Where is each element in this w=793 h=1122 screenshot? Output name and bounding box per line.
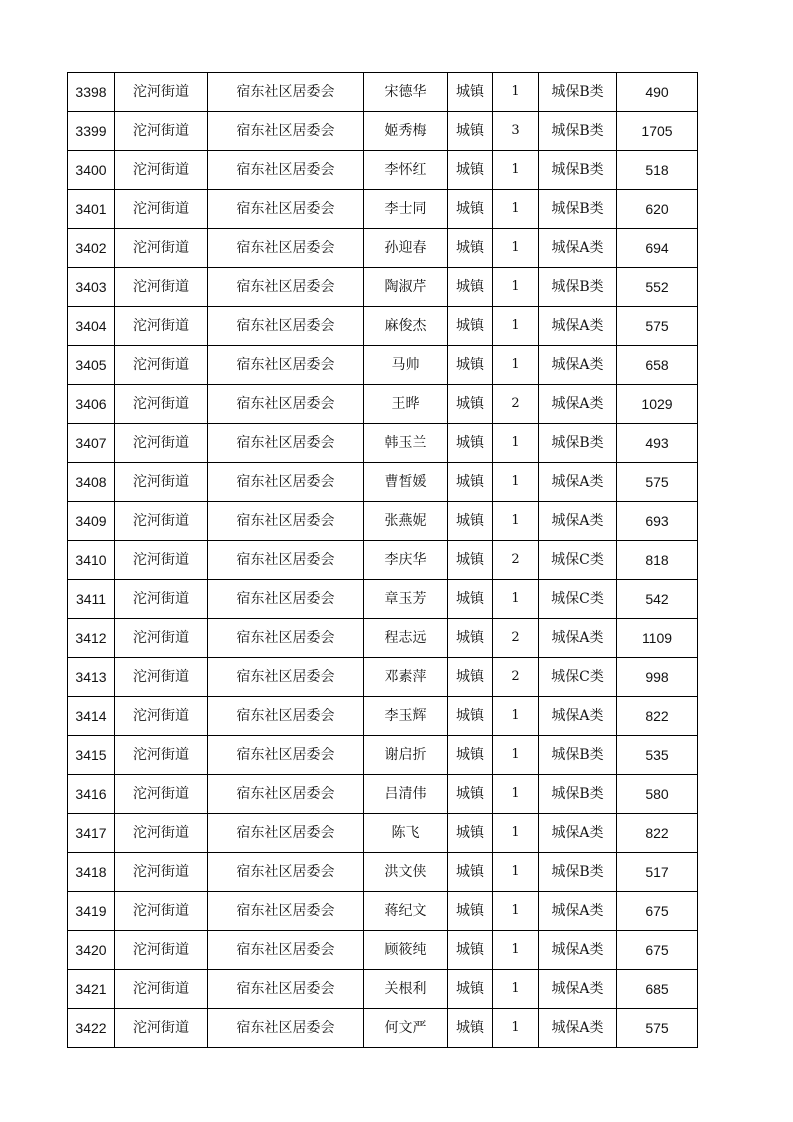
- community-cell: 宿东社区居委会: [208, 112, 364, 151]
- household-count-cell: 1: [493, 580, 539, 619]
- record-id-cell: 3411: [68, 580, 115, 619]
- amount-cell: 822: [617, 697, 698, 736]
- amount-cell: 818: [617, 541, 698, 580]
- area-type-cell: 城镇: [448, 814, 493, 853]
- category-cell: 城保A类: [539, 463, 617, 502]
- person-name-cell: 顾筱纯: [364, 931, 448, 970]
- table-row: [68, 112, 698, 151]
- area-type-cell: 城镇: [448, 502, 493, 541]
- record-id-cell: 3401: [68, 190, 115, 229]
- category-cell: 城保A类: [539, 1009, 617, 1048]
- area-type-cell: 城镇: [448, 853, 493, 892]
- area-type-cell: 城镇: [448, 73, 493, 112]
- record-id-cell: 3407: [68, 424, 115, 463]
- record-id-cell: 3413: [68, 658, 115, 697]
- area-type-cell: 城镇: [448, 658, 493, 697]
- person-name-cell: 何文严: [364, 1009, 448, 1048]
- category-cell: 城保A类: [539, 307, 617, 346]
- community-cell: 宿东社区居委会: [208, 619, 364, 658]
- street-cell: 沱河街道: [115, 424, 208, 463]
- area-type-cell: 城镇: [448, 151, 493, 190]
- amount-cell: 575: [617, 1009, 698, 1048]
- person-name-cell: 李怀红: [364, 151, 448, 190]
- community-cell: 宿东社区居委会: [208, 463, 364, 502]
- record-id-cell: 3410: [68, 541, 115, 580]
- community-cell: 宿东社区居委会: [208, 580, 364, 619]
- category-cell: 城保C类: [539, 541, 617, 580]
- household-count-cell: 2: [493, 619, 539, 658]
- street-cell: 沱河街道: [115, 931, 208, 970]
- category-cell: 城保A类: [539, 970, 617, 1009]
- community-cell: 宿东社区居委会: [208, 970, 364, 1009]
- amount-cell: 552: [617, 268, 698, 307]
- household-count-cell: 1: [493, 229, 539, 268]
- category-cell: 城保A类: [539, 697, 617, 736]
- category-cell: 城保C类: [539, 658, 617, 697]
- person-name-cell: 曹皙媛: [364, 463, 448, 502]
- amount-cell: 1109: [617, 619, 698, 658]
- community-cell: 宿东社区居委会: [208, 1009, 364, 1048]
- category-cell: 城保B类: [539, 190, 617, 229]
- person-name-cell: 陈飞: [364, 814, 448, 853]
- household-count-cell: 1: [493, 307, 539, 346]
- community-cell: 宿东社区居委会: [208, 775, 364, 814]
- street-cell: 沱河街道: [115, 697, 208, 736]
- household-count-cell: 1: [493, 697, 539, 736]
- person-name-cell: 李士同: [364, 190, 448, 229]
- person-name-cell: 关根利: [364, 970, 448, 1009]
- category-cell: 城保A类: [539, 619, 617, 658]
- household-count-cell: 1: [493, 892, 539, 931]
- record-id-cell: 3403: [68, 268, 115, 307]
- amount-cell: 694: [617, 229, 698, 268]
- category-cell: 城保B类: [539, 73, 617, 112]
- record-id-cell: 3400: [68, 151, 115, 190]
- household-count-cell: 1: [493, 1009, 539, 1048]
- community-cell: 宿东社区居委会: [208, 697, 364, 736]
- community-cell: 宿东社区居委会: [208, 73, 364, 112]
- amount-cell: 580: [617, 775, 698, 814]
- record-id-cell: 3417: [68, 814, 115, 853]
- table-row: [68, 775, 698, 814]
- area-type-cell: 城镇: [448, 463, 493, 502]
- record-id-cell: 3420: [68, 931, 115, 970]
- record-id-cell: 3402: [68, 229, 115, 268]
- category-cell: 城保A类: [539, 346, 617, 385]
- category-cell: 城保B类: [539, 112, 617, 151]
- community-cell: 宿东社区居委会: [208, 424, 364, 463]
- record-id-cell: 3398: [68, 73, 115, 112]
- area-type-cell: 城镇: [448, 580, 493, 619]
- area-type-cell: 城镇: [448, 1009, 493, 1048]
- amount-cell: 493: [617, 424, 698, 463]
- street-cell: 沱河街道: [115, 619, 208, 658]
- person-name-cell: 程志远: [364, 619, 448, 658]
- person-name-cell: 蒋纪文: [364, 892, 448, 931]
- amount-cell: 685: [617, 970, 698, 1009]
- street-cell: 沱河街道: [115, 775, 208, 814]
- street-cell: 沱河街道: [115, 112, 208, 151]
- table-row: [68, 73, 698, 112]
- street-cell: 沱河街道: [115, 892, 208, 931]
- household-count-cell: 1: [493, 853, 539, 892]
- record-id-cell: 3416: [68, 775, 115, 814]
- records-table: [67, 72, 698, 1048]
- category-cell: 城保A类: [539, 892, 617, 931]
- table-row: [68, 151, 698, 190]
- community-cell: 宿东社区居委会: [208, 385, 364, 424]
- community-cell: 宿东社区居委会: [208, 190, 364, 229]
- person-name-cell: 王晔: [364, 385, 448, 424]
- amount-cell: 1029: [617, 385, 698, 424]
- household-count-cell: 1: [493, 346, 539, 385]
- table-row: [68, 658, 698, 697]
- street-cell: 沱河街道: [115, 1009, 208, 1048]
- street-cell: 沱河街道: [115, 73, 208, 112]
- table-row: [68, 229, 698, 268]
- category-cell: 城保B类: [539, 151, 617, 190]
- street-cell: 沱河街道: [115, 151, 208, 190]
- record-id-cell: 3419: [68, 892, 115, 931]
- street-cell: 沱河街道: [115, 190, 208, 229]
- table-row: [68, 970, 698, 1009]
- table-row: [68, 190, 698, 229]
- street-cell: 沱河街道: [115, 346, 208, 385]
- person-name-cell: 李玉辉: [364, 697, 448, 736]
- community-cell: 宿东社区居委会: [208, 931, 364, 970]
- household-count-cell: 2: [493, 385, 539, 424]
- household-count-cell: 1: [493, 190, 539, 229]
- amount-cell: 675: [617, 892, 698, 931]
- table-row: [68, 268, 698, 307]
- table-row: [68, 1009, 698, 1048]
- community-cell: 宿东社区居委会: [208, 268, 364, 307]
- household-count-cell: 1: [493, 814, 539, 853]
- records-table-body: [68, 73, 698, 1048]
- person-name-cell: 麻俊杰: [364, 307, 448, 346]
- record-id-cell: 3422: [68, 1009, 115, 1048]
- area-type-cell: 城镇: [448, 424, 493, 463]
- category-cell: 城保C类: [539, 580, 617, 619]
- person-name-cell: 姬秀梅: [364, 112, 448, 151]
- area-type-cell: 城镇: [448, 892, 493, 931]
- person-name-cell: 马帅: [364, 346, 448, 385]
- person-name-cell: 吕清伟: [364, 775, 448, 814]
- table-row: [68, 736, 698, 775]
- person-name-cell: 孙迎春: [364, 229, 448, 268]
- community-cell: 宿东社区居委会: [208, 736, 364, 775]
- area-type-cell: 城镇: [448, 190, 493, 229]
- amount-cell: 535: [617, 736, 698, 775]
- record-id-cell: 3406: [68, 385, 115, 424]
- table-row: [68, 814, 698, 853]
- amount-cell: 490: [617, 73, 698, 112]
- street-cell: 沱河街道: [115, 658, 208, 697]
- household-count-cell: 1: [493, 931, 539, 970]
- household-count-cell: 1: [493, 775, 539, 814]
- area-type-cell: 城镇: [448, 385, 493, 424]
- amount-cell: 658: [617, 346, 698, 385]
- table-row: [68, 619, 698, 658]
- area-type-cell: 城镇: [448, 346, 493, 385]
- person-name-cell: 章玉芳: [364, 580, 448, 619]
- area-type-cell: 城镇: [448, 268, 493, 307]
- record-id-cell: 3399: [68, 112, 115, 151]
- category-cell: 城保A类: [539, 229, 617, 268]
- person-name-cell: 李庆华: [364, 541, 448, 580]
- record-id-cell: 3415: [68, 736, 115, 775]
- table-row: [68, 931, 698, 970]
- household-count-cell: 3: [493, 112, 539, 151]
- table-row: [68, 541, 698, 580]
- table-row: [68, 580, 698, 619]
- community-cell: 宿东社区居委会: [208, 814, 364, 853]
- household-count-cell: 1: [493, 970, 539, 1009]
- category-cell: 城保B类: [539, 736, 617, 775]
- area-type-cell: 城镇: [448, 931, 493, 970]
- table-row: [68, 853, 698, 892]
- person-name-cell: 邓素萍: [364, 658, 448, 697]
- area-type-cell: 城镇: [448, 697, 493, 736]
- amount-cell: 517: [617, 853, 698, 892]
- amount-cell: 1705: [617, 112, 698, 151]
- record-id-cell: 3405: [68, 346, 115, 385]
- area-type-cell: 城镇: [448, 541, 493, 580]
- person-name-cell: 谢启折: [364, 736, 448, 775]
- person-name-cell: 洪文侠: [364, 853, 448, 892]
- community-cell: 宿东社区居委会: [208, 502, 364, 541]
- community-cell: 宿东社区居委会: [208, 541, 364, 580]
- category-cell: 城保A类: [539, 931, 617, 970]
- record-id-cell: 3418: [68, 853, 115, 892]
- street-cell: 沱河街道: [115, 853, 208, 892]
- street-cell: 沱河街道: [115, 814, 208, 853]
- amount-cell: 518: [617, 151, 698, 190]
- street-cell: 沱河街道: [115, 736, 208, 775]
- record-id-cell: 3412: [68, 619, 115, 658]
- person-name-cell: 宋德华: [364, 73, 448, 112]
- amount-cell: 693: [617, 502, 698, 541]
- amount-cell: 542: [617, 580, 698, 619]
- area-type-cell: 城镇: [448, 775, 493, 814]
- area-type-cell: 城镇: [448, 619, 493, 658]
- amount-cell: 575: [617, 463, 698, 502]
- amount-cell: 575: [617, 307, 698, 346]
- street-cell: 沱河街道: [115, 502, 208, 541]
- category-cell: 城保B类: [539, 268, 617, 307]
- street-cell: 沱河街道: [115, 229, 208, 268]
- area-type-cell: 城镇: [448, 736, 493, 775]
- area-type-cell: 城镇: [448, 307, 493, 346]
- community-cell: 宿东社区居委会: [208, 658, 364, 697]
- record-id-cell: 3408: [68, 463, 115, 502]
- table-row: [68, 697, 698, 736]
- community-cell: 宿东社区居委会: [208, 853, 364, 892]
- amount-cell: 675: [617, 931, 698, 970]
- table-row: [68, 424, 698, 463]
- household-count-cell: 1: [493, 151, 539, 190]
- household-count-cell: 1: [493, 502, 539, 541]
- table-row: [68, 307, 698, 346]
- household-count-cell: 2: [493, 658, 539, 697]
- table-row: [68, 346, 698, 385]
- table-row: [68, 385, 698, 424]
- person-name-cell: 陶淑芹: [364, 268, 448, 307]
- category-cell: 城保A类: [539, 814, 617, 853]
- table-row: [68, 502, 698, 541]
- community-cell: 宿东社区居委会: [208, 151, 364, 190]
- household-count-cell: 1: [493, 268, 539, 307]
- street-cell: 沱河街道: [115, 307, 208, 346]
- amount-cell: 620: [617, 190, 698, 229]
- record-id-cell: 3414: [68, 697, 115, 736]
- street-cell: 沱河街道: [115, 385, 208, 424]
- household-count-cell: 1: [493, 424, 539, 463]
- street-cell: 沱河街道: [115, 463, 208, 502]
- street-cell: 沱河街道: [115, 580, 208, 619]
- street-cell: 沱河街道: [115, 268, 208, 307]
- community-cell: 宿东社区居委会: [208, 229, 364, 268]
- amount-cell: 998: [617, 658, 698, 697]
- category-cell: 城保B类: [539, 775, 617, 814]
- table-row: [68, 892, 698, 931]
- record-id-cell: 3409: [68, 502, 115, 541]
- category-cell: 城保A类: [539, 502, 617, 541]
- category-cell: 城保A类: [539, 385, 617, 424]
- community-cell: 宿东社区居委会: [208, 307, 364, 346]
- street-cell: 沱河街道: [115, 541, 208, 580]
- area-type-cell: 城镇: [448, 112, 493, 151]
- table-row: [68, 463, 698, 502]
- category-cell: 城保B类: [539, 853, 617, 892]
- record-id-cell: 3421: [68, 970, 115, 1009]
- household-count-cell: 1: [493, 73, 539, 112]
- community-cell: 宿东社区居委会: [208, 346, 364, 385]
- community-cell: 宿东社区居委会: [208, 892, 364, 931]
- street-cell: 沱河街道: [115, 970, 208, 1009]
- household-count-cell: 1: [493, 736, 539, 775]
- person-name-cell: 张燕妮: [364, 502, 448, 541]
- category-cell: 城保B类: [539, 424, 617, 463]
- person-name-cell: 韩玉兰: [364, 424, 448, 463]
- household-count-cell: 1: [493, 463, 539, 502]
- record-id-cell: 3404: [68, 307, 115, 346]
- area-type-cell: 城镇: [448, 970, 493, 1009]
- amount-cell: 822: [617, 814, 698, 853]
- area-type-cell: 城镇: [448, 229, 493, 268]
- household-count-cell: 2: [493, 541, 539, 580]
